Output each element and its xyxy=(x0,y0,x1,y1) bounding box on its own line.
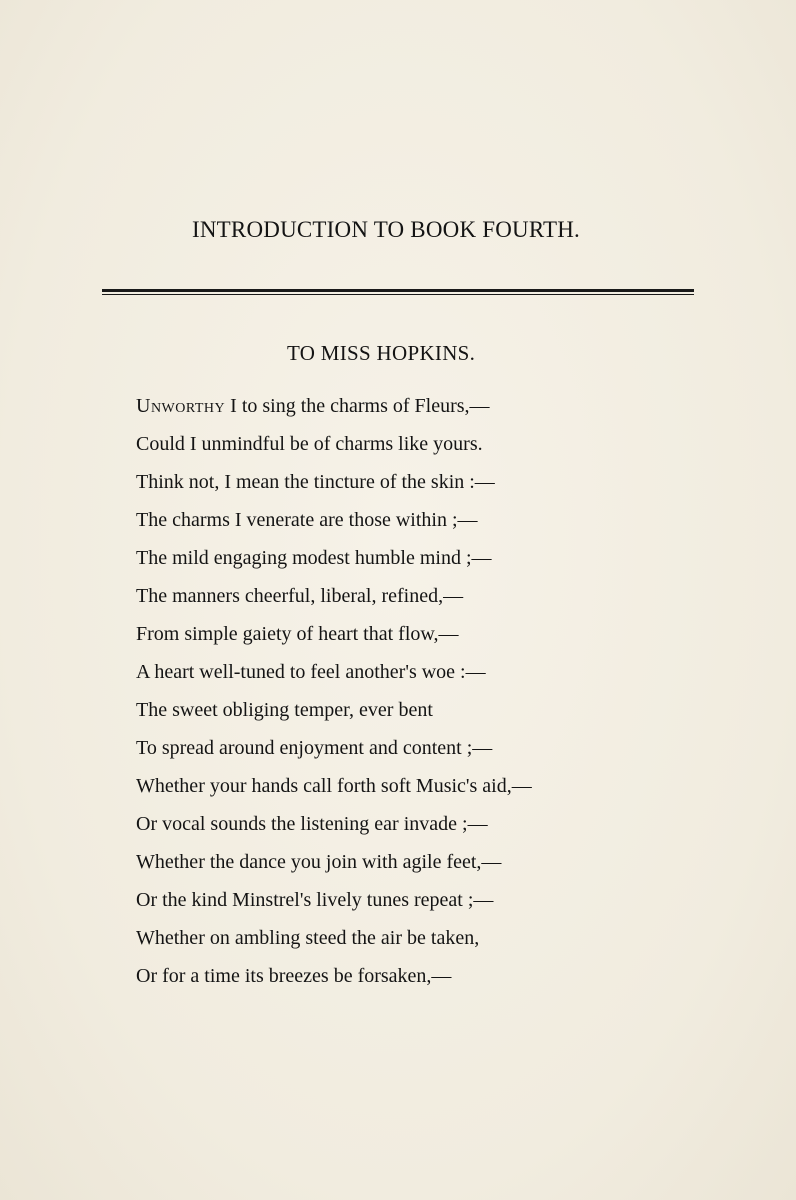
poem-line: From simple gaiety of heart that flow,— xyxy=(136,623,459,645)
poem-line: Could I unmindful be of charms like yours. xyxy=(136,433,483,455)
page-heading: INTRODUCTION TO BOOK FOURTH. xyxy=(192,217,580,242)
double-rule-divider xyxy=(102,289,694,296)
poem-first-word: Unworthy xyxy=(136,395,226,417)
rule-thin-line xyxy=(102,294,694,295)
poem-line: Think not, I mean the tincture of the skin :— xyxy=(136,471,495,493)
poem-line xyxy=(136,394,736,432)
poem-line: Or vocal sounds the listening ear invade ;— xyxy=(136,813,488,835)
poem-line: Or for a time its breezes be forsaken,— xyxy=(136,965,452,987)
poem-line: Whether the dance you join with agile feet,— xyxy=(136,851,502,873)
poem-line: The sweet obliging temper, ever bent xyxy=(136,699,433,721)
poem-line: To spread around enjoyment and content ;— xyxy=(136,737,493,759)
poem-body xyxy=(136,394,736,1002)
rule-thick-line xyxy=(102,289,694,292)
poem-line: Whether on ambling steed the air be taken, xyxy=(136,927,480,949)
poem-line: Or the kind Minstrel's lively tunes repeat ;— xyxy=(136,889,494,911)
poem-line: The manners cheerful, liberal, refined,— xyxy=(136,585,464,607)
poem-line: A heart well-tuned to feel another's woe :— xyxy=(136,661,486,683)
poem-title: TO MISS HOPKINS. xyxy=(287,341,476,365)
poem-line: The charms I venerate are those within ;— xyxy=(136,509,478,531)
poem-line: The mild engaging modest humble mind ;— xyxy=(136,547,492,569)
poem-line: Whether your hands call forth soft Music's aid,— xyxy=(136,775,532,797)
poem-first-line-rest: I to sing the charms of Fleurs,— xyxy=(225,395,490,417)
